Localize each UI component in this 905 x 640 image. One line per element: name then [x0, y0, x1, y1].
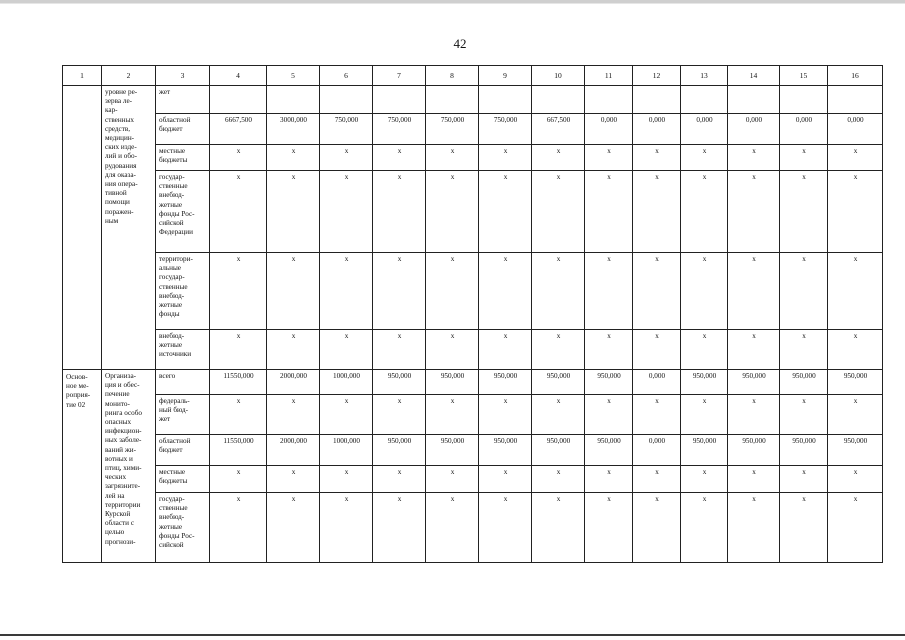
- value-cell: 0,000: [633, 435, 681, 466]
- activity-code-cell: [63, 86, 102, 370]
- value-cell: x: [210, 395, 267, 435]
- value-cell: 0,000: [828, 114, 883, 145]
- column-header: 4: [210, 66, 267, 86]
- value-cell: x: [681, 145, 728, 171]
- value-cell: x: [780, 171, 828, 253]
- value-cell: x: [828, 253, 883, 330]
- value-cell: x: [426, 330, 479, 370]
- value-cell: x: [373, 395, 426, 435]
- value-cell: x: [373, 493, 426, 563]
- value-cell: x: [585, 253, 633, 330]
- value-cell: x: [633, 395, 681, 435]
- value-cell: x: [320, 466, 373, 493]
- funding-source-cell: федераль- ный бюд- жет: [156, 395, 210, 435]
- value-cell: 0,000: [728, 114, 780, 145]
- column-header: 16: [828, 66, 883, 86]
- value-cell: 950,000: [479, 370, 532, 395]
- value-cell: x: [267, 330, 320, 370]
- activity-code-cell: Основ- ное ме- роприя- тие 02: [63, 370, 102, 563]
- column-header: 1: [63, 66, 102, 86]
- value-cell: 750,000: [479, 114, 532, 145]
- table-row: [63, 145, 883, 171]
- value-cell: x: [828, 466, 883, 493]
- column-header: 7: [373, 66, 426, 86]
- value-cell: x: [320, 171, 373, 253]
- value-cell: x: [210, 145, 267, 171]
- funding-source-cell: территори- альные государ- ственные внебюд- жетные фонды: [156, 253, 210, 330]
- funding-source-cell: государ- ственные внебюд- жетные фонды Рос- сийской: [156, 493, 210, 563]
- column-header: 13: [681, 66, 728, 86]
- value-cell: 0,000: [585, 114, 633, 145]
- value-cell: x: [585, 330, 633, 370]
- value-cell: 1000,000: [320, 370, 373, 395]
- value-cell: x: [532, 145, 585, 171]
- value-cell: x: [267, 253, 320, 330]
- value-cell: 11550,000: [210, 370, 267, 395]
- value-cell: x: [728, 171, 780, 253]
- value-cell: 750,000: [373, 114, 426, 145]
- funding-source-cell: государ- ственные внебюд- жетные фонды Рос- сийской Федерации: [156, 171, 210, 253]
- value-cell: x: [479, 466, 532, 493]
- value-cell: x: [320, 395, 373, 435]
- value-cell: 950,000: [780, 435, 828, 466]
- column-header: 11: [585, 66, 633, 86]
- value-cell: x: [532, 171, 585, 253]
- value-cell: 950,000: [828, 435, 883, 466]
- value-cell: x: [479, 493, 532, 563]
- value-cell: x: [728, 466, 780, 493]
- value-cell: x: [320, 145, 373, 171]
- header-row: [63, 66, 883, 86]
- value-cell: x: [633, 145, 681, 171]
- value-cell: 0,000: [633, 114, 681, 145]
- value-cell: [267, 86, 320, 114]
- value-cell: 950,000: [585, 435, 633, 466]
- value-cell: x: [426, 253, 479, 330]
- value-cell: x: [210, 171, 267, 253]
- value-cell: x: [728, 145, 780, 171]
- value-cell: x: [728, 395, 780, 435]
- value-cell: 950,000: [532, 370, 585, 395]
- funding-source-cell: внебюд- жетные источники: [156, 330, 210, 370]
- value-cell: x: [267, 171, 320, 253]
- value-cell: x: [585, 493, 633, 563]
- value-cell: x: [780, 493, 828, 563]
- value-cell: [633, 86, 681, 114]
- activity-name-cell: Организа- ция и обес- печение монито- ринга особо опасных инфекцион- ных заболе- ваний жи- вотных и птиц, хими- ческих загрязните- лей на территории Курской области с целью прогнози-: [102, 370, 156, 563]
- value-cell: 950,000: [426, 370, 479, 395]
- value-cell: x: [320, 493, 373, 563]
- value-cell: x: [585, 171, 633, 253]
- value-cell: x: [320, 330, 373, 370]
- value-cell: x: [479, 253, 532, 330]
- funding-source-cell: всего: [156, 370, 210, 395]
- value-cell: [373, 86, 426, 114]
- value-cell: 950,000: [681, 370, 728, 395]
- bottom-border-line: [0, 634, 905, 636]
- value-cell: x: [532, 330, 585, 370]
- value-cell: 950,000: [585, 370, 633, 395]
- value-cell: [479, 86, 532, 114]
- value-cell: x: [210, 466, 267, 493]
- value-cell: x: [210, 493, 267, 563]
- value-cell: x: [585, 395, 633, 435]
- funding-source-cell: жет: [156, 86, 210, 114]
- value-cell: x: [373, 171, 426, 253]
- table-row: [63, 435, 883, 466]
- value-cell: x: [828, 395, 883, 435]
- value-cell: [320, 86, 373, 114]
- value-cell: x: [426, 395, 479, 435]
- value-cell: x: [426, 466, 479, 493]
- value-cell: x: [210, 253, 267, 330]
- value-cell: [728, 86, 780, 114]
- table-row: [63, 370, 883, 395]
- value-cell: [210, 86, 267, 114]
- value-cell: 950,000: [479, 435, 532, 466]
- value-cell: x: [780, 253, 828, 330]
- value-cell: x: [267, 466, 320, 493]
- value-cell: x: [373, 466, 426, 493]
- value-cell: x: [373, 145, 426, 171]
- value-cell: x: [426, 493, 479, 563]
- value-cell: 2000,000: [267, 435, 320, 466]
- value-cell: x: [479, 145, 532, 171]
- value-cell: x: [479, 395, 532, 435]
- value-cell: x: [780, 145, 828, 171]
- budget-table: [62, 65, 883, 563]
- value-cell: x: [633, 466, 681, 493]
- table-row: [63, 253, 883, 330]
- top-border-line-secondary: [0, 3, 905, 4]
- value-cell: x: [426, 145, 479, 171]
- value-cell: x: [373, 253, 426, 330]
- value-cell: x: [267, 145, 320, 171]
- funding-source-cell: областной бюджет: [156, 435, 210, 466]
- value-cell: x: [681, 330, 728, 370]
- value-cell: [681, 86, 728, 114]
- value-cell: x: [532, 466, 585, 493]
- funding-source-cell: местные бюджеты: [156, 466, 210, 493]
- value-cell: x: [532, 253, 585, 330]
- activity-name-cell: уровне ре- зерва ле- кар- ственных средств, медицин- ских изде- лий и обо- рудования для оказа- ния опера- тивной помощи поражен- ным: [102, 86, 156, 370]
- value-cell: x: [681, 493, 728, 563]
- value-cell: x: [267, 493, 320, 563]
- value-cell: x: [828, 330, 883, 370]
- value-cell: x: [681, 466, 728, 493]
- column-header: 6: [320, 66, 373, 86]
- value-cell: x: [681, 253, 728, 330]
- value-cell: x: [633, 253, 681, 330]
- value-cell: x: [426, 171, 479, 253]
- table-row: [63, 171, 883, 253]
- value-cell: [780, 86, 828, 114]
- value-cell: 667,500: [532, 114, 585, 145]
- value-cell: x: [828, 493, 883, 563]
- page-number: 42: [453, 36, 467, 51]
- value-cell: [585, 86, 633, 114]
- table-row: [63, 395, 883, 435]
- value-cell: 950,000: [532, 435, 585, 466]
- value-cell: x: [828, 171, 883, 253]
- column-header: 2: [102, 66, 156, 86]
- funding-source-cell: областной бюджет: [156, 114, 210, 145]
- column-header: 8: [426, 66, 479, 86]
- value-cell: 1000,000: [320, 435, 373, 466]
- value-cell: [426, 86, 479, 114]
- column-header: 9: [479, 66, 532, 86]
- table-row: [63, 114, 883, 145]
- value-cell: 750,000: [426, 114, 479, 145]
- value-cell: 0,000: [681, 114, 728, 145]
- value-cell: 6667,500: [210, 114, 267, 145]
- column-header: 14: [728, 66, 780, 86]
- value-cell: x: [681, 171, 728, 253]
- value-cell: x: [585, 145, 633, 171]
- column-header: 5: [267, 66, 320, 86]
- value-cell: 0,000: [780, 114, 828, 145]
- value-cell: [532, 86, 585, 114]
- table-row: [63, 493, 883, 563]
- value-cell: 950,000: [828, 370, 883, 395]
- table-row: [63, 86, 883, 114]
- value-cell: 0,000: [633, 370, 681, 395]
- value-cell: 950,000: [728, 370, 780, 395]
- value-cell: x: [828, 145, 883, 171]
- value-cell: x: [681, 395, 728, 435]
- value-cell: 950,000: [780, 370, 828, 395]
- value-cell: 950,000: [681, 435, 728, 466]
- column-header: 3: [156, 66, 210, 86]
- value-cell: x: [267, 395, 320, 435]
- value-cell: x: [210, 330, 267, 370]
- column-header: 10: [532, 66, 585, 86]
- value-cell: x: [780, 466, 828, 493]
- column-header: 15: [780, 66, 828, 86]
- column-header: 12: [633, 66, 681, 86]
- value-cell: x: [479, 330, 532, 370]
- value-cell: x: [728, 330, 780, 370]
- value-cell: 950,000: [728, 435, 780, 466]
- value-cell: x: [728, 253, 780, 330]
- value-cell: x: [585, 466, 633, 493]
- value-cell: 3000,000: [267, 114, 320, 145]
- value-cell: x: [320, 253, 373, 330]
- value-cell: [828, 86, 883, 114]
- funding-source-cell: местные бюджеты: [156, 145, 210, 171]
- table-row: [63, 466, 883, 493]
- value-cell: x: [728, 493, 780, 563]
- value-cell: x: [532, 493, 585, 563]
- value-cell: 950,000: [373, 435, 426, 466]
- value-cell: x: [633, 330, 681, 370]
- value-cell: 950,000: [373, 370, 426, 395]
- value-cell: x: [633, 171, 681, 253]
- value-cell: x: [532, 395, 585, 435]
- value-cell: 11550,000: [210, 435, 267, 466]
- value-cell: x: [780, 395, 828, 435]
- value-cell: 750,000: [320, 114, 373, 145]
- value-cell: 2000,000: [267, 370, 320, 395]
- table-row: [63, 330, 883, 370]
- value-cell: x: [479, 171, 532, 253]
- value-cell: 950,000: [426, 435, 479, 466]
- value-cell: x: [633, 493, 681, 563]
- value-cell: x: [373, 330, 426, 370]
- value-cell: x: [780, 330, 828, 370]
